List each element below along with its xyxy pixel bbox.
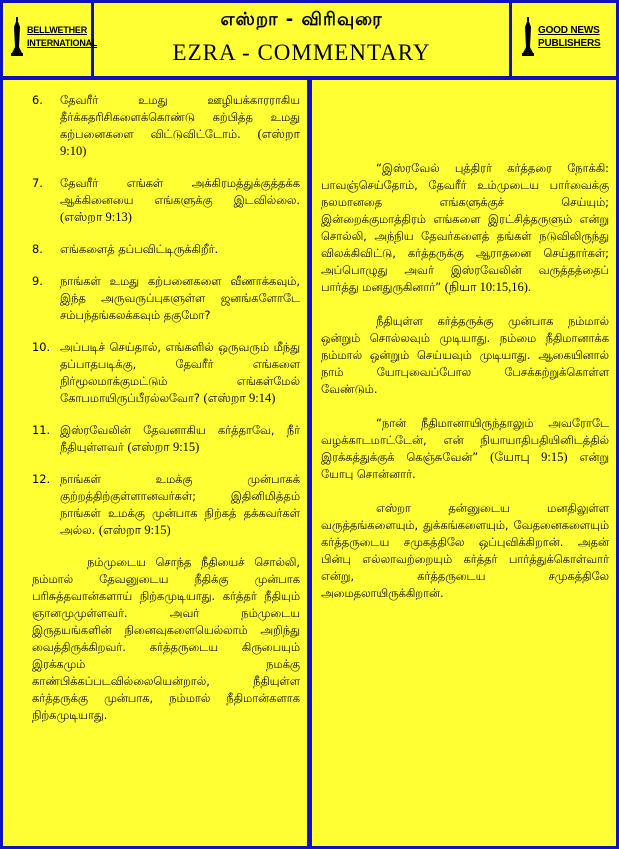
title-tamil: எஸ்றா - விரிவுரை (220, 9, 383, 30)
quote-judges-reference: (நியா 10:15,16). (444, 280, 532, 294)
good-news-line2: PUBLISHERS (538, 38, 601, 49)
righteous-paragraph: நீதியுள்ள கர்த்தருக்கு முன்பாக நம்மால் ஒன்றும் சொல்லவும் முடியாது. நம்மை நீதிமானாக்க நம்மால் ஒன்றும் செய்யவும் முடியாது. ஆகையினால் நாம் யோபுவைப்போல பேசக்கற்றுக்கொள்ள வேண்டும். (321, 314, 609, 396)
item-text: நாங்கள் உமது கற்பனைகளை வீணாக்கவும், இந்த அருவருப்புகளுள்ள ஜனங்களோடே சம்பந்தங்கலக்கவும் தகுமோ? (60, 274, 300, 322)
item-number: 6. (32, 93, 43, 107)
bellwether-line2: INTERNATIONAL (27, 38, 98, 48)
list-item (12, 175, 300, 226)
list-item (12, 422, 300, 456)
quote-job-text: “நான் நீதிமானாயிருந்தாலும் அவரோடே வழக்காடமாட்டேன், என் நியாயாதிபதியினிடத்தில் இரக்கத்துக்குக் கெஞ்சுவேன்” (321, 416, 609, 464)
bellwether-logo-icon (9, 17, 25, 57)
quote-job-tail: என்று யோபு சொன்னார். (321, 450, 609, 481)
item-reference: (எஸ்றா 9:13) (60, 210, 132, 224)
item-text: தேவரீர் எங்கள் அக்கிரமத்துக்குத்தக்க ஆக்கினையை எங்களுக்கு இடவில்லை. (60, 176, 300, 207)
item-reference: (எஸ்றா 9:15) (98, 523, 171, 537)
quote-job-reference: (யோபு 9:15) (490, 450, 568, 464)
left-paragraph: நம்முடைய சொந்த நீதியைச் சொல்லி, நம்மால் தேவனுடைய நீதிக்கு முன்பாக பரிசுத்தவான்களாய் நிற்கமுடியாது. கர்த்தர் நீதியும் ஞானமுமுள்ளவர். அவர் நம்முடைய இருதயங்களின் நினைவுகளையெல்லாம் அறிந்து வைத்திருக்கிறவர். கர்த்தருடைய கிருபையும் இரக்கமும் நமக்கு காண்பிக்கப்படவில்லையென்றால், நீதியுள்ள கர்த்தருக்கு முன்பாக, நம்மால் நீதிமான்களாக நிற்கமுடியாது. (32, 555, 300, 722)
item-number: 10. (32, 340, 51, 354)
item-text: தேவரீர் உமது ஊழியக்காரராகிய தீர்க்கதரிசிகளைக்கொண்டு கற்பித்த உமது கற்பனைகளை விட்டுவிட்டோம். (60, 93, 300, 141)
left-logo-box (3, 3, 98, 76)
item-text: இஸ்ரவேலின் தேவனாகிய கர்த்தாவே, நீர் நீதியுள்ளவர் (60, 423, 300, 454)
ezra-paragraph: எஸ்றா தன்னுடைய மனதிலுள்ள வருத்தங்களையும், துக்கங்களையும், வேதனைகளையும் கர்த்தருடைய சமுகத்திலே ஒப்புவிக்கிறான். அதன் பின்பு எல்லாவற்றையும் கர்த்தர் பார்த்துக்கொள்வார் என்று, கர்த்தருடைய சமுகத்திலே அமைதலாயிருக்கிறான். (321, 501, 609, 600)
good-news-logo-icon (520, 17, 536, 57)
quote-job (321, 415, 609, 483)
list-item (12, 471, 300, 539)
title-english: EZRA - COMMENTARY (172, 40, 431, 65)
good-news-line1: GOOD NEWS (538, 25, 600, 36)
column-divider (307, 80, 312, 849)
item-text: அப்படிச் செய்தால், எங்களில் ஒருவரும் மீந்து தப்பாதபடிக்கு, தேவரீர் எங்களை நிர்மூலமாக்குமட்டும் எங்கள்மேல் கோபமாயிருப்பீரல்லவோ? (60, 340, 300, 405)
list-item (12, 241, 300, 258)
item-number: 11. (32, 423, 51, 437)
bellwether-line1: BELLWETHER (27, 25, 87, 35)
right-column (321, 160, 609, 602)
item-number: 8. (32, 242, 43, 256)
bellwether-logo (9, 17, 97, 57)
left-column (12, 92, 300, 724)
item-number: 12. (32, 472, 51, 486)
item-text: எங்களைத் தப்பவிட்டிருக்கிறீர். (60, 242, 219, 256)
item-reference: (எஸ்றா 9:15) (127, 440, 200, 454)
list-item (12, 92, 300, 160)
right-logo-box (512, 3, 616, 76)
item-reference: (எஸ்றா 9:14) (203, 391, 276, 405)
quote-judges (321, 160, 609, 296)
list-item (12, 273, 300, 324)
item-number: 9. (32, 274, 43, 288)
quote-judges-text: “இஸ்ரவேல் புத்திரர் கர்த்தரை நோக்கி: பாவஞ்செய்தோம், தேவரீர் உம்முடைய பார்வைக்கு நலமானதை எங்களுக்குச் செய்யும்; இன்றைக்குமாத்திரம் எங்களை இரட்சித்தருளும் என்று சொல்லி, அந்நிய தேவர்களைத் தங்கள் நடுவிலிருந்து விலக்கிவிட்டு, கர்த்தருக்கு ஆராதனை செய்தார்கள்; அப்பொழுது அவர் இஸ்ரவேலின் வருத்தத்தைப் பார்த்து மனதுருகினார்” (321, 161, 609, 294)
item-number: 7. (32, 176, 43, 190)
list-item (12, 339, 300, 407)
item-reference: (எஸ்றா 9:10) (60, 127, 300, 158)
good-news-logo (520, 17, 600, 57)
item-text: நாங்கள் உமக்கு முன்பாகக் குற்றத்திற்குள்ளானவர்கள்; இதினிமித்தம் நாங்கள் உமக்கு முன்பாக நிற்கத் தக்கவர்கள் அல்ல. (60, 472, 300, 537)
title-box (94, 3, 512, 76)
